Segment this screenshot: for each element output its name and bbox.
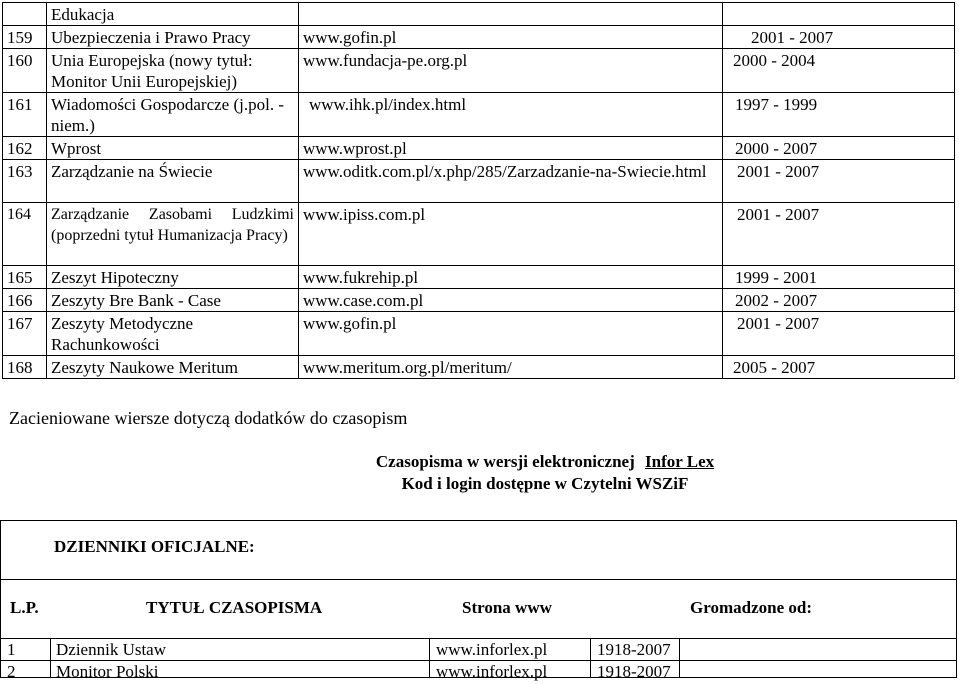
cell-num: 162 <box>3 137 47 160</box>
table-row <box>3 356 955 379</box>
cell-url: www.oditk.com.pl/x.php/285/Zarzadzanie-na-Swiecie.html <box>299 160 723 203</box>
cell-years: 1997 - 1999 <box>723 93 955 137</box>
official-row-1-num: 1 <box>7 640 16 659</box>
header-site: Strona www <box>462 598 552 617</box>
cell-years: 2002 - 2007 <box>723 289 955 312</box>
cell-title: Zeszyty Naukowe Meritum <box>47 356 299 379</box>
official-row-1-from: 1918-2007 <box>597 640 671 659</box>
cell-num: 161 <box>3 93 47 137</box>
cell-years: 2001 - 2007 <box>723 312 955 356</box>
cell-years: 2000 - 2007 <box>723 137 955 160</box>
infor-lex-notice <box>300 451 790 495</box>
cell-title: Edukacja <box>47 3 299 26</box>
cell-title: Ubezpieczenia i Prawo Pracy <box>47 26 299 49</box>
cell-years <box>723 3 955 26</box>
official-journals-title: DZIENNIKI OFICJALNE: <box>54 537 255 556</box>
cell-url: www.fukrehip.pl <box>299 266 723 289</box>
official-row-1-title: Dziennik Ustaw <box>56 640 167 659</box>
divider <box>590 638 591 678</box>
infor-line-1 <box>300 451 790 473</box>
cell-url: www.meritum.org.pl/meritum/ <box>299 356 723 379</box>
table-row <box>3 137 955 160</box>
infor-lex-link[interactable]: Infor Lex <box>645 452 715 471</box>
header-collected: Gromadzone od: <box>690 598 812 617</box>
official-row-2-from: 1918-2007 <box>597 662 671 681</box>
cell-title: Zarządzanie na Świecie <box>47 160 299 203</box>
cell-num: 167 <box>3 312 47 356</box>
cell-title: Unia Europejska (nowy tytuł: Monitor Unii Europejskiej) <box>47 49 299 93</box>
cell-url: www.case.com.pl <box>299 289 723 312</box>
cell-url: www.gofin.pl <box>299 312 723 356</box>
cell-years: 2000 - 2004 <box>723 49 955 93</box>
divider <box>679 638 680 678</box>
header-title: TYTUŁ CZASOPISMA <box>146 598 323 617</box>
cell-title: Zeszyty Metodyczne Rachunkowości <box>47 312 299 356</box>
table-row <box>3 266 955 289</box>
table-row <box>3 26 955 49</box>
official-row-1-site: www.inforlex.pl <box>436 640 548 659</box>
cell-num: 168 <box>3 356 47 379</box>
shaded-rows-note: Zacieniowane wiersze dotyczą dodatków do czasopism <box>9 408 408 428</box>
table-row <box>3 289 955 312</box>
official-row-2-num: 2 <box>7 662 16 681</box>
divider <box>50 638 51 678</box>
official-row-2-title: Monitor Polski <box>56 662 159 681</box>
journals-table <box>2 2 955 379</box>
cell-url: www.ihk.pl/index.html <box>299 93 723 137</box>
cell-years: 2001 - 2007 <box>723 26 955 49</box>
table-row <box>3 160 955 203</box>
cell-num: 160 <box>3 49 47 93</box>
table-row <box>3 49 955 93</box>
table-row <box>3 203 955 266</box>
cell-num: 159 <box>3 26 47 49</box>
infor-line-1-text: Czasopisma w wersji elektronicznej <box>375 452 635 471</box>
cell-title: Zarządzanie Zasobami Ludzkimi (poprzedni tytuł Humanizacja Pracy) <box>47 203 299 266</box>
divider <box>0 579 957 580</box>
cell-title: Wprost <box>47 137 299 160</box>
table-row <box>3 93 955 137</box>
cell-url: www.fundacja-pe.org.pl <box>299 49 723 93</box>
cell-num: 166 <box>3 289 47 312</box>
cell-years: 2001 - 2007 <box>723 160 955 203</box>
cell-num: 164 <box>3 203 47 266</box>
infor-line-2: Kod i login dostępne w Czytelni WSZiF <box>401 474 689 493</box>
cell-num <box>3 3 47 26</box>
divider <box>429 638 430 678</box>
cell-url <box>299 3 723 26</box>
header-lp: L.P. <box>10 598 39 617</box>
cell-years: 2005 - 2007 <box>723 356 955 379</box>
cell-title: Zeszyty Bre Bank - Case <box>47 289 299 312</box>
cell-title: Zeszyt Hipoteczny <box>47 266 299 289</box>
cell-url: www.ipiss.com.pl <box>299 203 723 266</box>
cell-num: 163 <box>3 160 47 203</box>
cell-years: 1999 - 2001 <box>723 266 955 289</box>
cell-url: www.gofin.pl <box>299 26 723 49</box>
cell-title: Wiadomości Gospodarcze (j.pol. - niem.) <box>47 93 299 137</box>
cell-url: www.wprost.pl <box>299 137 723 160</box>
cell-num: 165 <box>3 266 47 289</box>
table-row <box>3 312 955 356</box>
table-row <box>3 3 955 26</box>
cell-years: 2001 - 2007 <box>723 203 955 266</box>
official-row-2-site: www.inforlex.pl <box>436 662 548 681</box>
